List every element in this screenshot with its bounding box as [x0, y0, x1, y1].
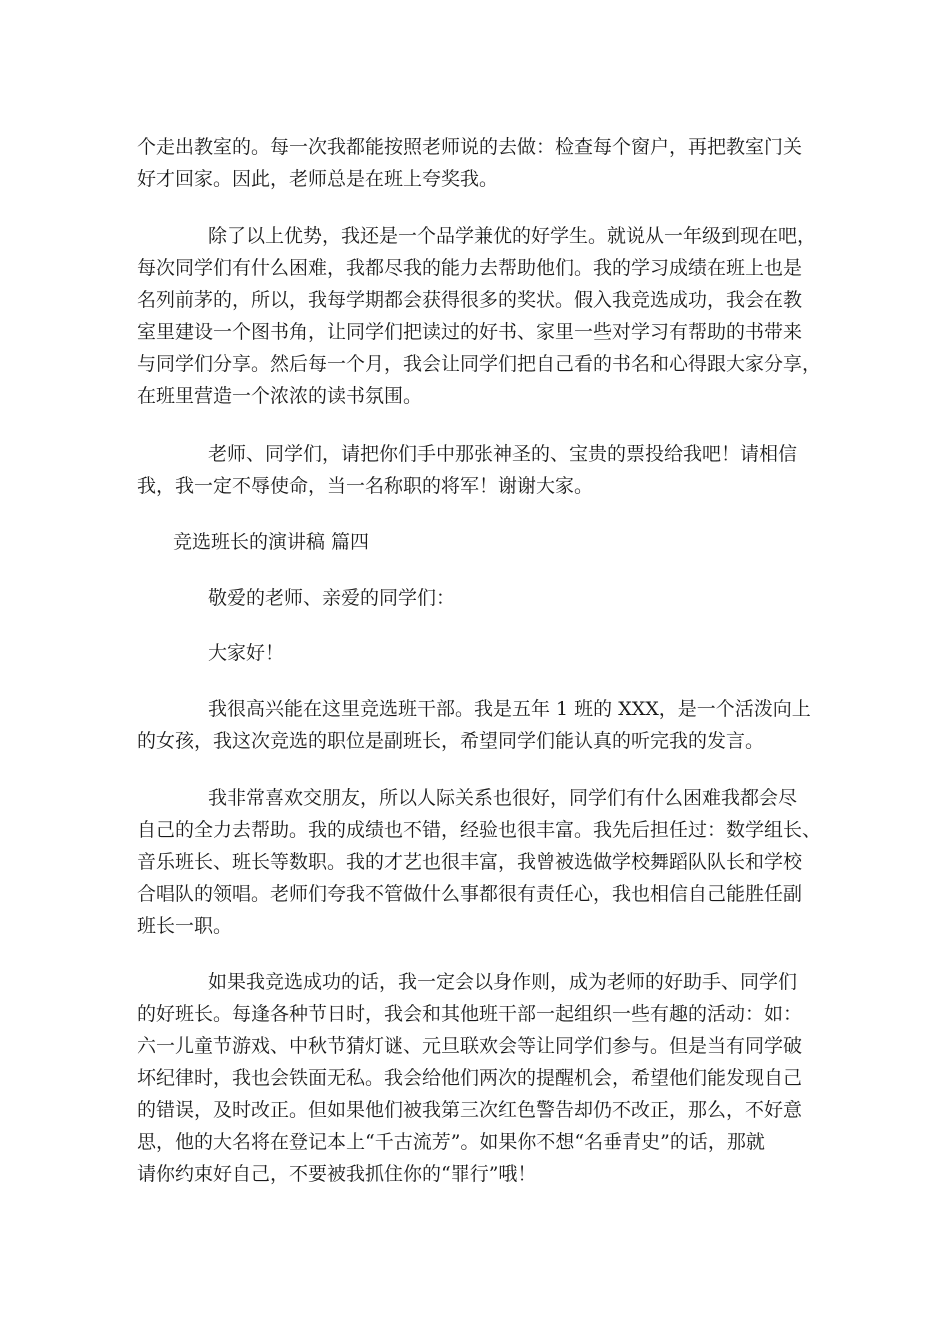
text-line: 班长一职。 — [137, 915, 233, 937]
text-line: 自己的全力去帮助。我的成绩也不错，经验也很丰富。我先后担任过：数学组长、 — [137, 819, 822, 841]
greeting — [137, 637, 817, 669]
text-line: 请你约束好自己，不要被我抓住你的“罪行”哦！ — [137, 1163, 537, 1185]
text-line: 好才回家。因此，老师总是在班上夸奖我。 — [137, 168, 499, 190]
text-line: 每次同学们有什么困难，我都尽我的能力去帮助他们。我的学习成绩在班上也是 — [137, 257, 803, 279]
text-line: 坏纪律时，我也会铁面无私。我会给他们两次的提醒机会，希望他们能发现自己 — [137, 1067, 803, 1089]
paragraph-5 — [137, 782, 822, 942]
paragraph-6 — [137, 966, 817, 1190]
text-line: 名列前茅的，所以，我每学期都会获得很多的奖状。假入我竞选成功，我会在教 — [137, 289, 803, 311]
paragraph-2 — [137, 220, 822, 412]
text-line: 敬爱的老师、亲爱的同学们： — [208, 587, 456, 609]
text-line: 室里建设一个图书角，让同学们把读过的好书、家里一些对学习有帮助的书带来 — [137, 321, 803, 343]
text-line: 我很高兴能在这里竞选班干部。我是五年 1 班的 XXX，是一个活泼向上 — [208, 698, 811, 720]
text-line: 老师、同学们，请把你们手中那张神圣的、宝贵的票投给我吧！请相信 — [208, 443, 798, 465]
paragraph-4 — [137, 693, 817, 757]
text-line: 六一儿童节游戏、中秋节猜灯谜、元旦联欢会等让同学们参与。但是当有同学破 — [137, 1035, 803, 1057]
text-line: 合唱队的领唱。老师们夸我不管做什么事都很有责任心，我也相信自己能胜任副 — [137, 883, 803, 905]
text-line: 与同学们分享。然后每一个月，我会让同学们把自己看的书名和心得跟大家分享， — [137, 353, 822, 375]
text-line: 个走出教室的。每一次我都能按照老师说的去做：检查每个窗户，再把教室门关 — [137, 136, 803, 158]
text-line: 音乐班长、班长等数职。我的才艺也很丰富，我曾被选做学校舞蹈队队长和学校 — [137, 851, 803, 873]
heading-line: 竞选班长的演讲稿 篇四 — [173, 531, 370, 553]
text-line: 的错误，及时改正。但如果他们被我第三次红色警告却仍不改正，那么，不好意 — [137, 1099, 803, 1121]
text-line: 我非常喜欢交朋友，所以人际关系也很好，同学们有什么困难我都会尽 — [208, 787, 798, 809]
salutation — [137, 582, 817, 614]
section-heading — [137, 526, 817, 558]
text-line: 除了以上优势，我还是一个品学兼优的好学生。就说从一年级到现在吧， — [208, 225, 817, 247]
text-line: 在班里营造一个浓浓的读书氛围。 — [137, 385, 423, 407]
text-line: 的女孩，我这次竞选的职位是副班长，希望同学们能认真的听完我的发言。 — [137, 730, 765, 752]
text-line: 思，他的大名将在登记本上“千古流芳”。如果你不想“名垂青史”的话，那就 — [137, 1131, 765, 1153]
text-line: 的好班长。每逢各种节日时，我会和其他班干部一起组织一些有趣的活动：如： — [137, 1003, 803, 1025]
text-line: 大家好！ — [208, 642, 285, 664]
paragraph-3 — [137, 438, 817, 502]
text-line: 如果我竞选成功的话，我一定会以身作则，成为老师的好助手、同学们 — [208, 971, 798, 993]
paragraph-1 — [137, 131, 817, 195]
text-line: 我，我一定不辱使命，当一名称职的将军！谢谢大家。 — [137, 475, 594, 497]
